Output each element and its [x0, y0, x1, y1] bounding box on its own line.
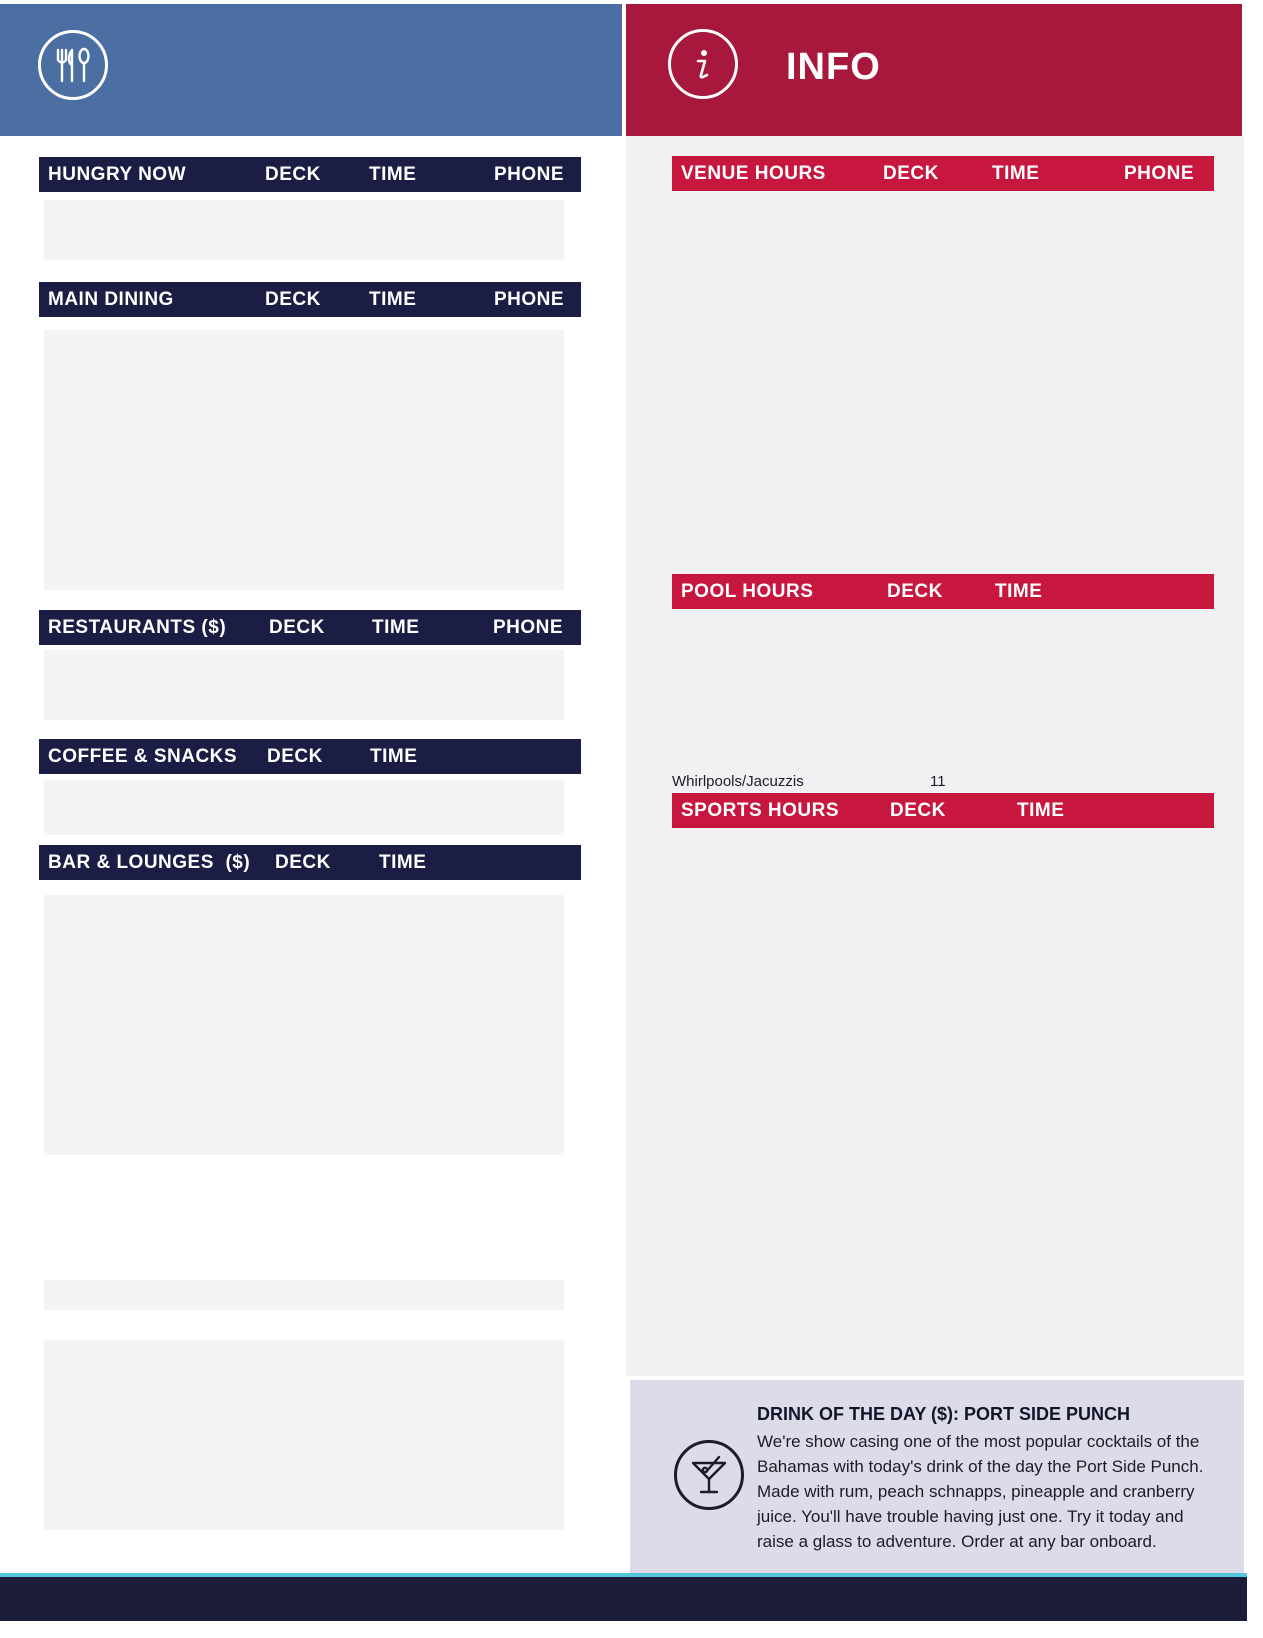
deck-col-label: DECK: [890, 800, 946, 821]
drink-title: DRINK OF THE DAY ($): PORT SIDE PUNCH: [757, 1404, 1131, 1424]
deck-col-label: DECK: [269, 617, 325, 638]
drink-of-the-day: [630, 1380, 1244, 1573]
time-col-label: TIME: [992, 163, 1040, 184]
info-title: INFO: [786, 46, 881, 88]
section-title: VENUE HOURS: [681, 163, 826, 184]
faint-rows: [44, 1340, 564, 1530]
bar-lounges-header: [39, 845, 581, 880]
pool-hours-header: [672, 574, 1214, 609]
section-title: RESTAURANTS ($): [48, 617, 227, 638]
time-col-label: TIME: [372, 617, 420, 638]
section-title: MAIN DINING: [48, 289, 174, 310]
faint-rows: [44, 780, 564, 835]
drink-description: We're show casing one of the most popular cocktails of the Bahamas with today's drink of the day the Port Side Punch. Made with rum, peach schnapps, pineapple and cranberry juice. You'll have trouble having just one. Try it today and raise a glass to adventure. Order at any bar onboard.: [757, 1432, 1204, 1551]
info-header: [626, 4, 1242, 136]
deck-col-label: DECK: [265, 164, 321, 185]
info-panel: [626, 136, 1244, 1376]
martini-glass-icon: [674, 1440, 744, 1510]
sports-hours-header: [672, 793, 1214, 828]
dining-header: [0, 4, 622, 136]
deck-col-label: DECK: [265, 289, 321, 310]
deck-col-label: DECK: [883, 163, 939, 184]
fork-knife-spoon-icon: [38, 30, 108, 100]
faint-rows: [44, 650, 564, 720]
pool-row-name: Whirlpools/Jacuzzis: [672, 773, 804, 790]
pool-row-deck: 11: [930, 773, 946, 790]
section-title: COFFEE & SNACKS: [48, 746, 238, 767]
deck-col-label: DECK: [887, 581, 943, 602]
section-title: SPORTS HOURS: [681, 800, 840, 821]
coffee-snacks-header: [39, 739, 581, 774]
faint-rows: [44, 200, 564, 260]
time-col-label: TIME: [995, 581, 1043, 602]
faint-rows: [44, 330, 564, 590]
section-title: HUNGRY NOW: [48, 164, 186, 185]
faint-rows: [44, 895, 564, 1155]
deck-col-label: DECK: [267, 746, 323, 767]
time-col-label: TIME: [379, 852, 427, 873]
footer-bar: [0, 1577, 1247, 1621]
time-col-label: TIME: [1017, 800, 1065, 821]
time-col-label: TIME: [369, 289, 417, 310]
venue-hours-header: [672, 156, 1214, 191]
hungry-now-header: [39, 157, 581, 192]
phone-col-label: PHONE: [493, 617, 564, 638]
phone-col-label: PHONE: [494, 289, 565, 310]
faint-rows: [44, 1280, 564, 1310]
deck-col-label: DECK: [275, 852, 331, 873]
phone-col-label: PHONE: [494, 164, 565, 185]
section-title: POOL HOURS: [681, 581, 814, 602]
time-col-label: TIME: [370, 746, 418, 767]
phone-col-label: PHONE: [1124, 163, 1195, 184]
time-col-label: TIME: [369, 164, 417, 185]
main-dining-header: [39, 282, 581, 317]
section-title: BAR & LOUNGES ($): [48, 852, 251, 873]
restaurants-header: [39, 610, 581, 645]
info-icon: [668, 29, 738, 99]
